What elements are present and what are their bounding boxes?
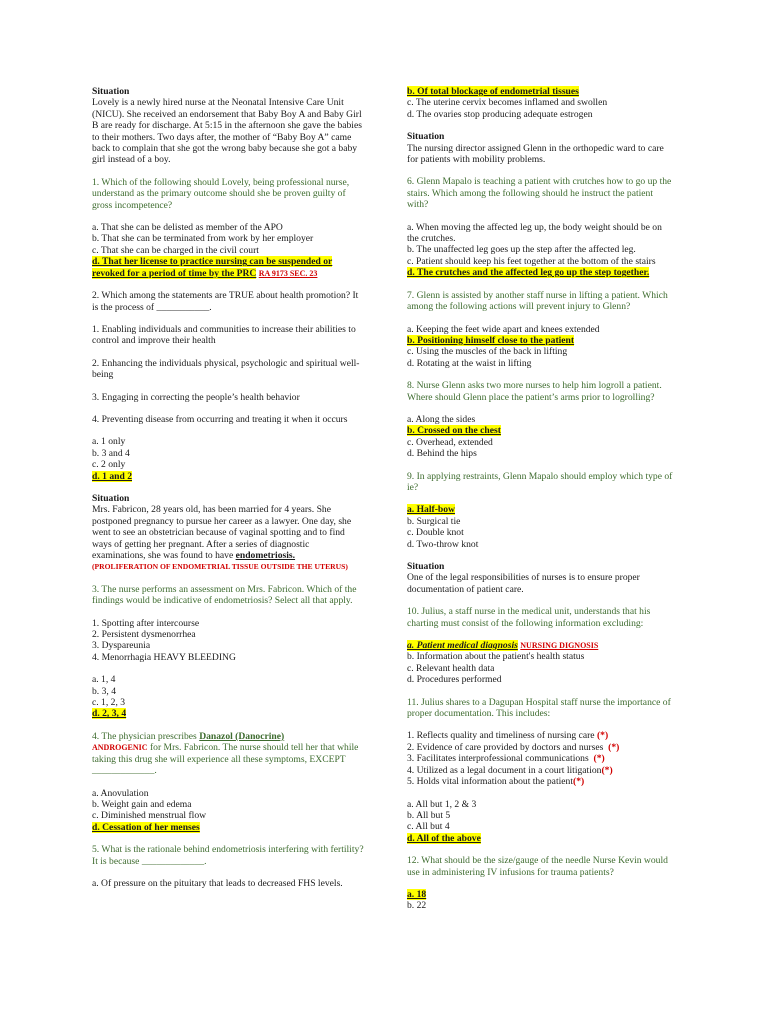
highlighted-answer: a. Half-bow <box>407 504 455 516</box>
option-1c: c. That she can be charged in the civil court <box>92 244 259 256</box>
answer-note: RA 9173 SEC. 23 <box>258 268 318 278</box>
right-column <box>407 86 675 912</box>
key-term: endometriosis. <box>235 550 296 561</box>
option-1b: b. That she can be terminated from work by her employer <box>92 233 314 245</box>
situation-text <box>92 504 364 561</box>
situation-text-body: Mrs. Fabricon, 28 years old, has been married for 4 years. She postponed pregnancy to pursue her career as a lawyer. One day, she went to see an obstetrician because of vaginal spotting and to find ways of getting her pregnant. After a series of diagnostic examinations, she was found to have <box>92 504 352 561</box>
statement-text: 4. Utilized as a legal document in a court litigation <box>407 764 602 776</box>
option-4c: c. Diminished menstrual flow <box>92 810 207 822</box>
option-6d-answer <box>407 267 675 278</box>
situation-text: Lovely is a newly hired nurse at the Neonatal Intensive Care Unit (NICU). She received an endorsement that Baby Boy A and Baby Girl B are ready for discharge. At 5:15 in the afternoon she gave the babies to their mothers. Two days after, the mother of “Baby Boy A” came back to complain that she got the wrong baby because she got a baby girl instead of a boy. <box>92 97 362 166</box>
statement-11-3 <box>407 753 675 764</box>
question-8: 8. Nurse Glenn asks two more nurses to help him logroll a patient. Where should Glenn place the patient’s arms prior to logrolling? <box>407 380 662 403</box>
option-10c: c. Relevant health data <box>407 662 495 674</box>
option-5b-answer <box>407 86 675 97</box>
question-4-body: for Mrs. Fabricon. The nurse should tell her that while taking this drug she will experience all these symptoms, EXCEPT _____________. <box>92 742 359 777</box>
option-5c: c. The uterine cervix becomes inflamed and swollen <box>407 97 608 109</box>
option-7c: c. Using the muscles of the back in lifting <box>407 346 568 358</box>
option-10b: b. Information about the patient's health status <box>407 651 585 663</box>
option-2b: b. 3 and 4 <box>92 447 130 459</box>
statement-2-4: 4. Preventing disease from occurring and treating it when it occurs <box>92 413 348 425</box>
option-7d: d. Rotating at the waist in lifting <box>407 357 532 369</box>
option-11c: c. All but 4 <box>407 821 450 833</box>
highlighted-answer: a. 18 <box>407 888 427 900</box>
question-4 <box>92 731 364 777</box>
option-3c: c. 1, 2, 3 <box>92 697 126 709</box>
option-7b-answer <box>407 335 675 346</box>
statement-11-2 <box>407 742 675 753</box>
option-9d: d. Two-throw knot <box>407 538 479 550</box>
option-6b: b. The unaffected leg goes up the step after the affected leg. <box>407 244 636 256</box>
statement-11-4 <box>407 765 675 776</box>
highlighted-answer: b. Of total blockage of endometrial tissues <box>407 86 579 97</box>
option-3d-answer <box>92 708 364 719</box>
question-9: 9. In applying restraints, Glenn Mapalo should employ which type of ie? <box>407 470 673 493</box>
finding-3-2: 2. Persistent dysmenorrhea <box>92 629 196 641</box>
option-8c: c. Overhead, extended <box>407 436 493 448</box>
finding-3-1: 1. Spotting after intercourse <box>92 617 200 629</box>
situation-heading: Situation <box>92 492 130 504</box>
drug-class-note: ANDROGENIC <box>92 743 148 753</box>
option-11b: b. All but 5 <box>407 809 451 821</box>
option-7a: a. Keeping the feet wide apart and knees extended <box>407 323 600 335</box>
option-3b: b. 3, 4 <box>92 685 116 697</box>
statement-11-1 <box>407 730 675 741</box>
definition-note: (PROLIFERATION OF ENDOMETRIAL TISSUE OUTSIDE THE UTERUS) <box>92 562 348 572</box>
highlighted-answer: d. 1 and 2 <box>92 470 132 482</box>
asterisk-mark: (*) <box>608 741 620 753</box>
question-2: 2. Which among the statements are TRUE about health promotion? It is the process of ___________. <box>92 290 359 313</box>
statement-text: 1. Reflects quality and timeliness of nursing care <box>407 730 595 742</box>
option-5d: d. The ovaries stop producing adequate estrogen <box>407 108 593 120</box>
statement-text: 5. Holds vital information about the patient <box>407 776 573 788</box>
question-12: 12. What should be the size/gauge of the needle Nurse Kevin would use in administering IV infusions for trauma patients? <box>407 855 668 878</box>
statement-text: 3. Facilitates interprofessional communications <box>407 753 589 765</box>
option-8a: a. Along the sides <box>407 413 476 425</box>
question-3: 3. The nurse performs an assessment on Mrs. Fabricon. Which of the findings would be indicative of endometriosis? Select all that apply. <box>92 583 357 607</box>
statement-2-1: 1. Enabling individuals and communities to increase their abilities to control and improve their health <box>92 323 356 347</box>
question-6: 6. Glenn Mapalo is teaching a patient with crutches how to go up the stairs. Which among the following should he instruct the patient with? <box>407 176 672 211</box>
asterisk-mark: (*) <box>601 764 613 776</box>
situation-heading: Situation <box>92 86 130 97</box>
left-column <box>92 86 364 889</box>
option-2a: a. 1 only <box>92 436 126 448</box>
situation-text: One of the legal responsibilities of nurses is to ensure proper documentation of patient care. <box>407 572 640 595</box>
asterisk-mark: (*) <box>596 730 609 742</box>
finding-3-4: 4. Menorrhagia HEAVY BLEEDING <box>92 651 236 663</box>
finding-3-3: 3. Dyspareunia <box>92 640 151 652</box>
situation-heading: Situation <box>407 561 445 572</box>
option-4a: a. Anovulation <box>92 787 149 799</box>
answer-note: NURSING DIGNOSIS <box>520 641 599 651</box>
situation-text: The nursing director assigned Glenn in the orthopedic ward to care for patients with mobility problems. <box>407 142 664 166</box>
question-5: 5. What is the rationale behind endometriosis interfering with fertility? It is because _____________. <box>92 844 364 867</box>
option-3a: a. 1, 4 <box>92 674 116 686</box>
option-10d: d. Procedures performed <box>407 674 502 686</box>
highlighted-answer: d. Cessation of her menses <box>92 821 200 833</box>
question-10: 10. Julius, a staff nurse in the medical unit, understands that his charting must consist of the following information excluding: <box>407 606 651 629</box>
statement-2-2: 2. Enhancing the individuals physical, psychologic and spiritual well-being <box>92 357 360 381</box>
option-5a: a. Of pressure on the pituitary that leads to decreased FHS levels. <box>92 877 343 889</box>
question-1: 1. Which of the following should Lovely, being professional nurse, understand as the primary outcome should she be proven guilty of gross incompetence? <box>92 176 350 211</box>
highlighted-answer: d. 2, 3, 4 <box>92 708 127 720</box>
option-9a-answer <box>407 504 675 515</box>
situation-heading: Situation <box>407 131 445 143</box>
option-6c: c. Patient should keep his feet together at the bottom of the stairs <box>407 255 656 267</box>
highlighted-answer: d. The crutches and the affected leg go up the step together. <box>407 267 650 279</box>
question-7: 7. Glenn is assisted by another staff nurse in lifting a patient. Which among the following actions will prevent injury to Glenn? <box>407 289 668 313</box>
option-4d-answer <box>92 822 364 833</box>
statement-text: 2. Evidence of care provided by doctors and nurses <box>407 741 604 753</box>
option-12b: b. 22 <box>407 900 427 912</box>
highlighted-answer: d. That her license to practice nursing can be suspended or revoked for a period of time by the PRC <box>92 256 333 279</box>
option-6a: a. When moving the affected leg up, the body weight should be on the crutches. <box>407 221 662 245</box>
option-8d: d. Behind the hips <box>407 448 477 460</box>
option-9b: b. Surgical tie <box>407 515 461 527</box>
option-10a-answer <box>407 640 675 651</box>
drug-name: Danazol (Danocrine) <box>199 730 285 742</box>
highlighted-answer: a. Patient medical diagnosis <box>407 640 518 652</box>
highlighted-answer: d. All of the above <box>407 832 481 844</box>
question-11: 11. Julius shares to a Dagupan Hospital staff nurse the importance of proper documentation. This includes: <box>407 696 671 720</box>
option-4b: b. Weight gain and edema <box>92 798 192 810</box>
option-8b-answer <box>407 425 675 436</box>
asterisk-mark: (*) <box>593 753 605 765</box>
option-9c: c. Double knot <box>407 527 464 539</box>
option-2d-answer <box>92 471 364 482</box>
question-4-intro: 4. The physician prescribes <box>92 730 197 742</box>
statement-11-5 <box>407 776 675 787</box>
asterisk-mark: (*) <box>573 776 585 788</box>
option-11a: a. All but 1, 2 & 3 <box>407 798 477 810</box>
highlighted-answer: b. Crossed on the chest <box>407 425 501 437</box>
option-2c: c. 2 only <box>92 459 126 471</box>
statement-2-3: 3. Engaging in correcting the people’s health behavior <box>92 391 300 403</box>
option-1a: a. That she can be delisted as member of the APO <box>92 222 283 234</box>
option-11d-answer <box>407 833 675 844</box>
highlighted-answer: b. Positioning himself close to the patient <box>407 334 575 346</box>
option-1d-answer <box>92 256 364 279</box>
option-12a-answer <box>407 889 675 900</box>
